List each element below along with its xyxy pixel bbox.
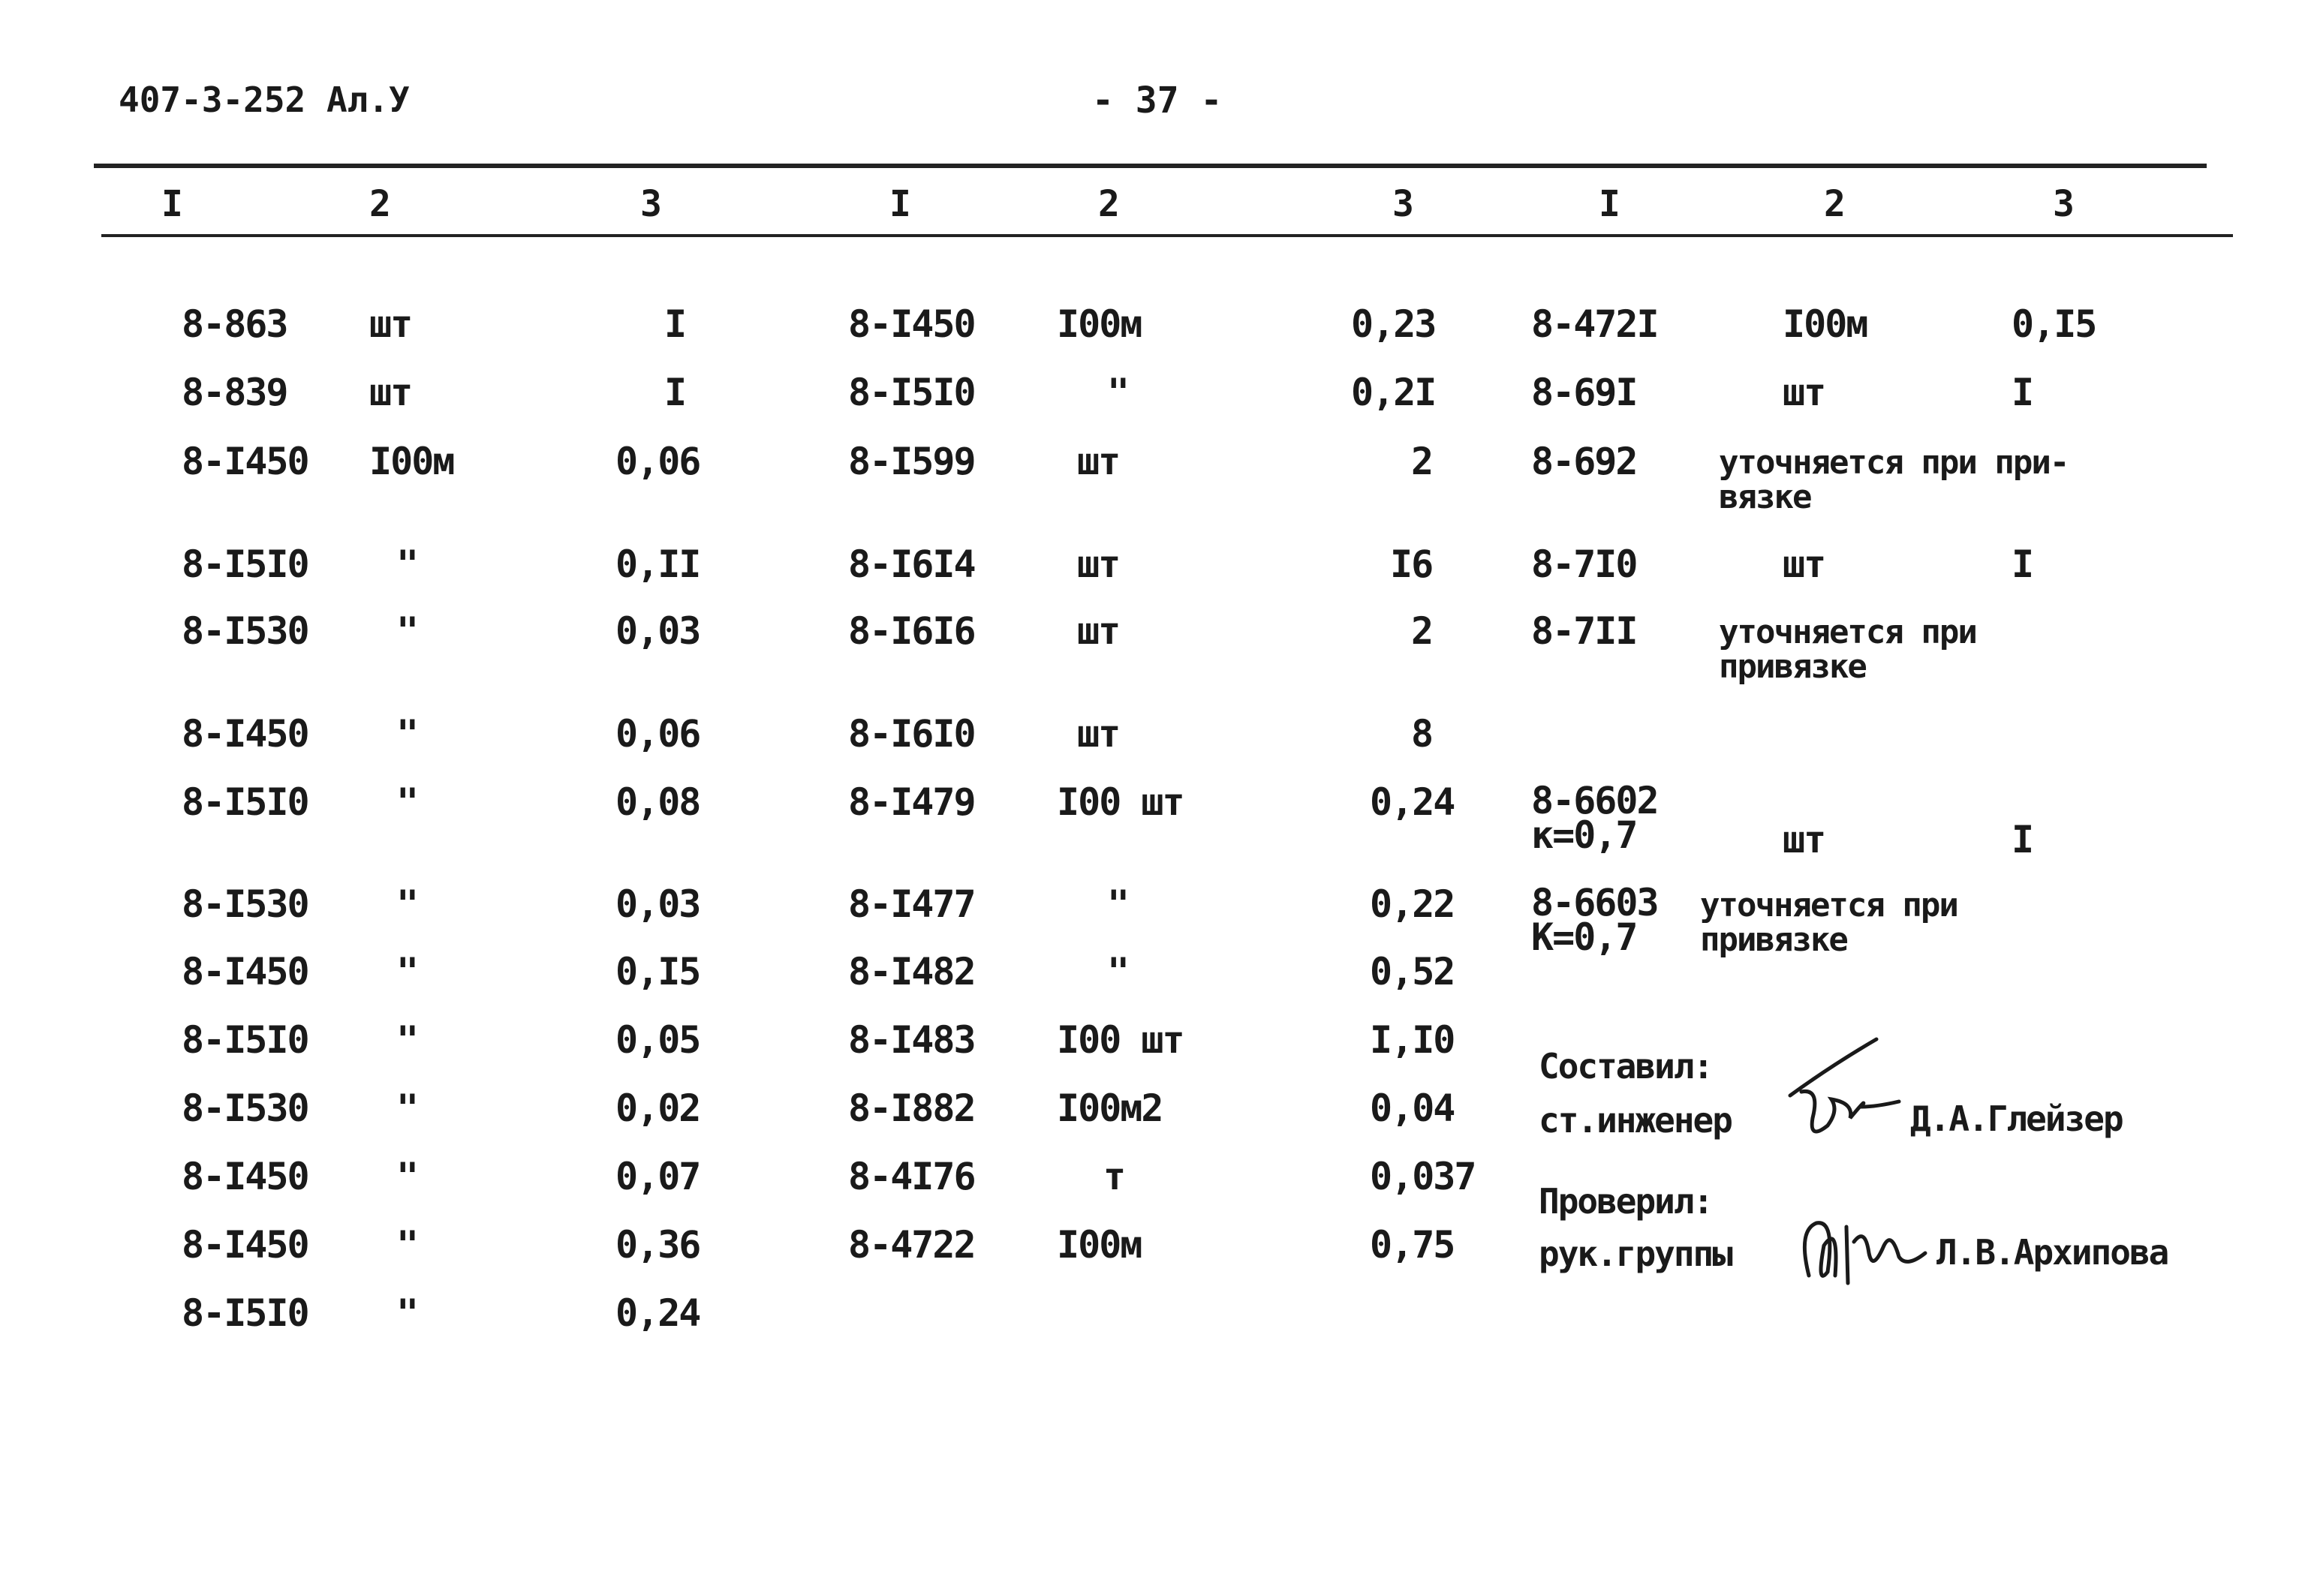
signature-glejzer [1786,1035,1914,1148]
table-cell-code: 8-863 [182,302,287,346]
table-cell-unit: шт [1783,543,1825,586]
checked-label: Проверил: [1539,1181,1713,1222]
top-rule [94,164,2207,168]
compiled-label: Составил: [1539,1046,1713,1087]
table-cell-qty: 0,03 [615,882,700,926]
table-cell-code: 8-I5I0 [182,780,308,824]
table-cell-unit: I00м2 [1057,1087,1163,1130]
table-cell-qty: 0,04 [1370,1087,1455,1130]
column-header: 2 [1098,183,1120,225]
table-cell-code: 8-I6I0 [848,712,975,756]
table-cell-unit: шт [1783,818,1825,861]
table-cell-code: 8-I479 [848,780,975,824]
table-cell-qty: 0,03 [615,609,700,653]
table-cell-qty: 0,22 [1370,882,1455,926]
header-bottom-rule [101,234,2233,237]
table-cell-qty: 0,2I [1351,371,1436,414]
table-cell-qty: 0,02 [615,1087,700,1130]
table-cell-code: 8-I450 [182,712,308,756]
table-cell-qty: 0,75 [1370,1223,1455,1267]
column-header: 3 [640,183,662,225]
table-cell-qty: I [2012,543,2033,586]
table-cell-code: 8-839 [182,371,287,414]
table-cell-qty: 0,08 [615,780,700,824]
table-cell-code: 8-I482 [848,950,975,993]
table-cell-unit: шт [1077,609,1120,653]
table-cell-code: 8-I530 [182,1087,308,1130]
table-cell-unit: " [1107,950,1129,993]
table-cell-qty: I6 [1390,543,1433,586]
table-cell-unit: " [396,1155,418,1198]
table-cell-qty: I [2012,818,2033,861]
table-cell-unit: I00 шт [1057,780,1184,824]
table-cell-code: 8-I6I4 [848,543,975,586]
column-header: I [1599,183,1620,225]
table-cell-unit: шт [1077,712,1120,756]
checked-role: рук.группы [1539,1234,1732,1274]
table-cell-code: 8-692 [1531,440,1637,483]
table-cell-qty: 0,I5 [2012,302,2096,346]
table-cell-code: 8-I477 [848,882,975,926]
table-cell-unit: " [1107,371,1129,414]
table-cell-code: 8-I5I0 [182,1291,308,1335]
table-cell-code: 8-I882 [848,1087,975,1130]
table-cell-unit: " [396,543,418,586]
table-cell-code: 8-I483 [848,1018,975,1062]
table-cell-qty: I [2012,371,2033,414]
table-cell-qty: 0,36 [615,1223,700,1267]
document-code: 407-3-252 Ал.У [119,80,410,120]
table-cell-unit: " [1107,882,1129,926]
column-header: I [889,183,911,225]
table-cell-unit: " [396,882,418,926]
table-cell-code: 8-69I [1531,371,1637,414]
table-cell-unit: шт [1783,371,1825,414]
table-cell-note: уточняется при привязке [1700,886,1957,959]
table-cell-qty: 0,52 [1370,950,1455,993]
table-cell-code: 8-I5I0 [182,543,308,586]
table-cell-unit: шт [369,302,412,346]
table-cell-unit: " [396,609,418,653]
table-cell-unit: шт [1077,440,1120,483]
table-cell-code: 8-I450 [848,302,975,346]
table-cell-code: 8-I450 [182,950,308,993]
table-cell-unit: шт [1077,543,1120,586]
table-cell-unit: I00м [1057,302,1142,346]
table-cell-unit: " [396,1291,418,1335]
table-cell-code: 8-7I0 [1531,543,1637,586]
column-header: I [161,183,183,225]
table-cell-code: 8-I450 [182,1155,308,1198]
table-cell-code: 8-4722 [848,1223,975,1267]
table-cell-code: 8-I530 [182,609,308,653]
table-cell-unit: " [396,950,418,993]
table-cell-qty: I [664,371,686,414]
table-cell-code: 8-472I [1531,302,1658,346]
table-cell-qty: 0,23 [1351,302,1436,346]
table-cell-unit: " [396,780,418,824]
compiled-name: Д.А.Глейзер [1910,1099,2123,1139]
table-cell-note: уточняется при при- вязке [1719,443,2069,516]
table-cell-qty: 0,24 [615,1291,700,1335]
table-cell-unit: " [396,1018,418,1062]
column-header: 2 [369,183,391,225]
table-cell-unit: т [1103,1155,1125,1198]
table-cell-qty: I,I0 [1370,1018,1455,1062]
table-cell-unit: I00 шт [1057,1018,1184,1062]
column-header: 3 [2053,183,2075,225]
table-cell-qty: 0,II [615,543,700,586]
table-cell-qty: 0,I5 [615,950,700,993]
table-cell-code: 8-6603 К=0,7 [1531,881,1658,959]
table-cell-qty: 0,07 [615,1155,700,1198]
table-cell-qty: 0,24 [1370,780,1455,824]
table-cell-unit: I00м [1057,1223,1142,1267]
table-cell-unit: I00м [1783,302,1867,346]
page-number: - 37 - [1092,80,1223,122]
table-cell-unit: I00м [369,440,454,483]
table-cell-qty: 0,037 [1370,1155,1476,1198]
table-cell-code: 8-I5I0 [182,1018,308,1062]
table-cell-code: 8-I6I6 [848,609,975,653]
table-cell-unit: " [396,1087,418,1130]
table-cell-qty: 0,05 [615,1018,700,1062]
table-cell-code: 8-I5I0 [848,371,975,414]
table-cell-code: 8-I530 [182,882,308,926]
table-cell-code: 8-7II [1531,609,1637,653]
table-cell-unit: шт [369,371,412,414]
table-cell-qty: 0,06 [615,712,700,756]
table-cell-qty: 0,06 [615,440,700,483]
table-cell-qty: 2 [1411,609,1433,653]
column-header: 3 [1392,183,1414,225]
compiled-role: ст.инженер [1539,1100,1732,1141]
table-cell-qty: 8 [1411,712,1433,756]
table-cell-code: 8-I599 [848,440,975,483]
table-cell-note: уточняется при привязке [1719,613,1976,686]
table-cell-code: 8-4I76 [848,1155,975,1198]
table-cell-code: 8-6602 к=0,7 [1531,779,1658,857]
table-cell-qty: I [664,302,686,346]
table-cell-code: 8-I450 [182,440,308,483]
column-header: 2 [1824,183,1846,225]
table-cell-unit: " [396,712,418,756]
signature-arkhipova [1794,1201,1944,1298]
table-cell-unit: " [396,1223,418,1267]
checked-name: Л.В.Архипова [1936,1232,2168,1273]
table-cell-qty: 2 [1411,440,1433,483]
table-cell-code: 8-I450 [182,1223,308,1267]
